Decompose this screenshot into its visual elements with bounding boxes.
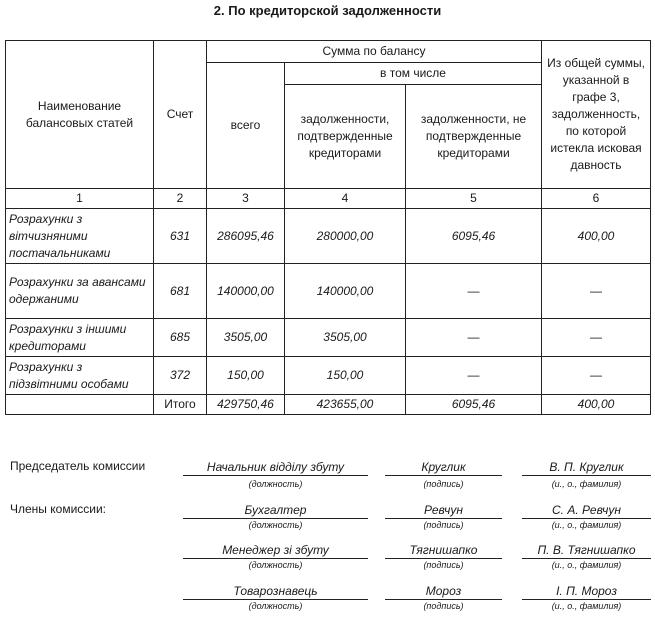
totals-row (6, 395, 651, 415)
row-account: 681 (154, 264, 207, 319)
hint-signature: (подпись) (423, 560, 464, 570)
signer-signature: Мороз (385, 583, 502, 600)
row-expired: — (542, 319, 651, 357)
signer-name: С. А. Ревчун (522, 502, 651, 519)
totals-label: Итого (154, 395, 207, 415)
header-confirmed: задолженности, подтвержденные кредиторами (285, 85, 406, 189)
row-name: Розрахунки з підзвітними особами (6, 357, 154, 395)
members-label: Члены комиссии: (10, 502, 107, 516)
signer-position: Бухгалтер (183, 502, 368, 519)
hint-name: (и., о., фамилия) (551, 479, 622, 489)
col-number: 6 (542, 189, 651, 209)
row-total: 286095,46 (207, 209, 285, 264)
signer-name: І. П. Мороз (522, 583, 651, 600)
header-sum: Сумма по балансу (207, 41, 542, 63)
row-name: Розрахунки з іншими кредиторами (6, 319, 154, 357)
row-confirmed: 280000,00 (285, 209, 406, 264)
hint-signature: (подпись) (423, 479, 464, 489)
row-unconfirmed: — (406, 357, 542, 395)
hint-position: (должность) (248, 601, 303, 611)
hint-position: (должность) (248, 560, 303, 570)
hint-name: (и., о., фамилия) (551, 601, 622, 611)
signer-name: В. П. Круглик (522, 459, 651, 476)
signer-position: Товарознавець (183, 583, 368, 600)
row-confirmed: 3505,00 (285, 319, 406, 357)
header-total: всего (207, 63, 285, 189)
row-total: 150,00 (207, 357, 285, 395)
row-confirmed: 150,00 (285, 357, 406, 395)
signer-position: Менеджер зі збуту (183, 542, 368, 559)
row-total: 3505,00 (207, 319, 285, 357)
row-expired: — (542, 264, 651, 319)
page-title: 2. По кредиторской задолженности (213, 3, 442, 18)
table-row (6, 209, 651, 264)
table-row (6, 264, 651, 319)
col-number: 3 (207, 189, 285, 209)
table-row (6, 319, 651, 357)
signer-position: Начальник відділу збуту (183, 459, 368, 476)
header-unconfirmed: задолженности, не подтвержденные кредиторами (406, 85, 542, 189)
hint-signature: (подпись) (423, 601, 464, 611)
row-expired: — (542, 357, 651, 395)
row-account: 631 (154, 209, 207, 264)
signer-name: П. В. Тягнишапко (522, 542, 651, 559)
totals-expired: 400,00 (542, 395, 651, 415)
hint-name: (и., о., фамилия) (551, 560, 622, 570)
hint-position: (должность) (248, 520, 303, 530)
row-account: 685 (154, 319, 207, 357)
row-unconfirmed: — (406, 319, 542, 357)
col-number: 5 (406, 189, 542, 209)
row-name: Розрахунки з вітчизняними постачальниками (6, 209, 154, 264)
chairman-label: Председатель комиссии (10, 459, 146, 473)
col-number: 2 (154, 189, 207, 209)
col-number: 1 (6, 189, 154, 209)
totals-unconfirmed: 6095,46 (406, 395, 542, 415)
row-name: Розрахунки за авансами одержаними (6, 264, 154, 319)
header-account: Счет (154, 41, 207, 189)
totals-confirmed: 423655,00 (285, 395, 406, 415)
col-number: 4 (285, 189, 406, 209)
payables-table (5, 40, 651, 415)
hint-name: (и., о., фамилия) (551, 520, 622, 530)
totals-total: 429750,46 (207, 395, 285, 415)
table-row (6, 357, 651, 395)
header-including: в том числе (285, 63, 542, 85)
signer-signature: Ревчун (385, 502, 502, 519)
totals-empty (6, 395, 154, 415)
row-unconfirmed: — (406, 264, 542, 319)
row-confirmed: 140000,00 (285, 264, 406, 319)
row-unconfirmed: 6095,46 (406, 209, 542, 264)
signer-signature: Круглик (385, 459, 502, 476)
row-account: 372 (154, 357, 207, 395)
header-name: Наименование балансовых статей (6, 41, 154, 189)
row-expired: 400,00 (542, 209, 651, 264)
hint-signature: (подпись) (423, 520, 464, 530)
row-total: 140000,00 (207, 264, 285, 319)
header-expired: Из общей суммы, указанной в графе 3, задолженность, по которой истекла исковая давность (542, 41, 651, 189)
signer-signature: Тягнишапко (385, 542, 502, 559)
hint-position: (должность) (248, 479, 303, 489)
